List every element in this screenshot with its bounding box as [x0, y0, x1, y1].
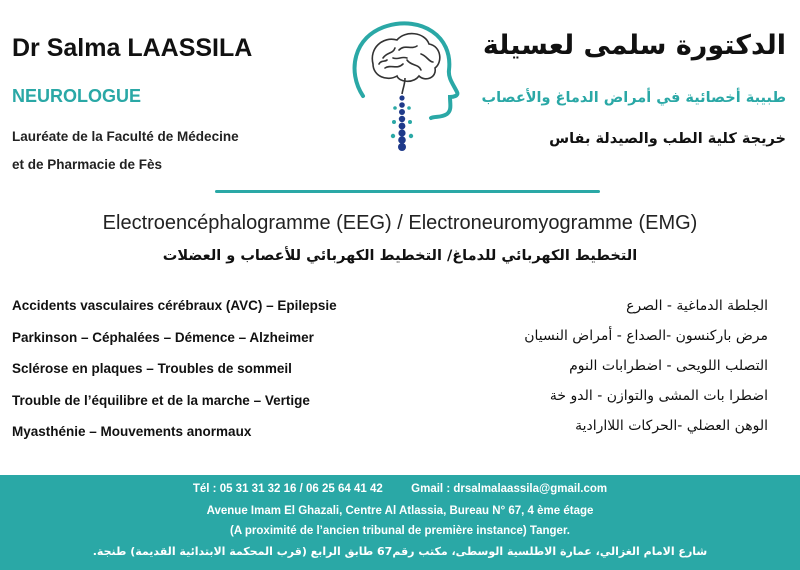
- contact-footer: [0, 475, 800, 570]
- graduation-ar: خريجة كلية الطب والصيدلة بفاس: [549, 131, 786, 147]
- condition-ar: الجلطة الدماغية - الصرع: [626, 298, 768, 314]
- doctor-name-ar: الدكتورة سلمى لعسيلة: [482, 30, 786, 61]
- condition-fr: Parkinson – Céphalées – Démence – Alzheimer: [12, 329, 314, 345]
- brain-head-spine-icon: [335, 14, 470, 154]
- condition-fr: Myasthénie – Mouvements anormaux: [12, 424, 252, 439]
- address-note-fr: (A proximité de l’ancien tribunal de première instance) Tanger.: [230, 525, 570, 537]
- conditions-list-fr: [12, 294, 392, 452]
- specialty-fr: NEUROLOGUE: [12, 86, 142, 106]
- condition-fr: Accidents vasculaires cérébraux (AVC) – Epilepsie: [12, 298, 337, 313]
- graduation-fr-line1: Lauréate de la Faculté de Médecine: [12, 129, 239, 144]
- phone-numbers: Tél : 05 31 31 32 16 / 06 25 64 41 42: [192, 483, 383, 495]
- exams-ar: التخطيط الكهربائي للدماغ/ التخطيط الكهربائي للأعصاب و العضلات: [162, 248, 638, 264]
- condition-ar: اضطرا بات المشى والتوازن - الدو خة: [549, 388, 768, 404]
- graduation-fr: [12, 123, 239, 179]
- specialty-ar: طبيبة أخصائية في أمراض الدماغ والأعصاب: [481, 90, 786, 106]
- condition-ar: التصلب اللويحى - اضطرابات النوم: [569, 358, 768, 374]
- condition-fr: Trouble de l’équilibre et de la marche – Vertige: [12, 392, 310, 408]
- conditions-list-ar: [408, 294, 768, 444]
- divider: [215, 190, 600, 193]
- doctor-name-fr: Dr Salma LAASSILA: [12, 34, 253, 62]
- condition-ar: الوهن العضلي -الحركات اللاارادية: [575, 418, 768, 434]
- address-ar: شارع الامام الغزالي، عمارة الاطلسية الوسطى، مكتب رقم67 طابق الرابع (قرب المحكمة الابتدائية القديمة) طنجة.: [92, 545, 708, 558]
- address-fr: Avenue Imam El Ghazali, Centre Al Atlassia, Bureau N° 67, 4 ème étage: [206, 505, 594, 517]
- graduation-fr-line2: et de Pharmacie de Fès: [12, 157, 163, 172]
- exams-fr: Electroencéphalogramme (EEG) / Electroneuromyogramme (EMG): [102, 212, 698, 234]
- contact-line: [0, 483, 800, 495]
- condition-ar: مرض باركنسون -الصداع - أمراض النسيان: [524, 328, 768, 344]
- email-address: Gmail : drsalmalaassila@gmail.com: [411, 483, 608, 495]
- condition-fr: Sclérose en plaques – Troubles de sommeil: [12, 361, 292, 376]
